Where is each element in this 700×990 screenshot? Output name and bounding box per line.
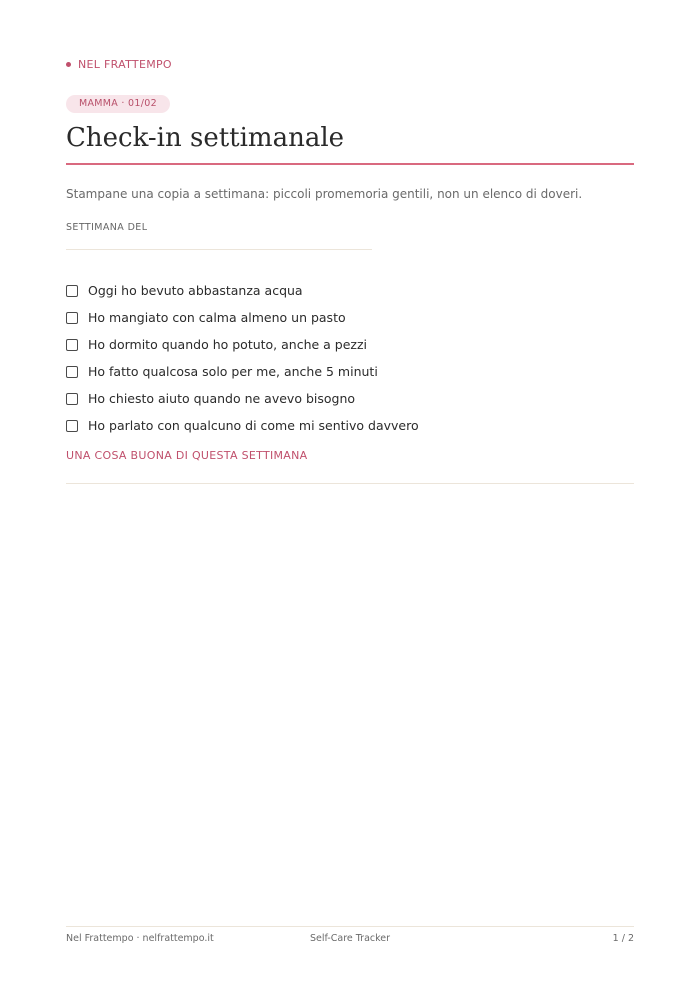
checklist-item-label: Ho dormito quando ho potuto, anche a pezzi [88,337,368,352]
checklist-item[interactable] [66,304,419,331]
footer-divider [66,926,634,927]
checkbox-icon[interactable] [66,312,78,324]
page-number: 1 / 2 [612,933,634,944]
title-divider [66,163,634,165]
checkbox-icon[interactable] [66,420,78,432]
week-write-line[interactable] [66,249,372,250]
checkbox-icon[interactable] [66,339,78,351]
checklist-item[interactable] [66,412,419,439]
checklist-item-label: Ho chiesto aiuto quando ne avevo bisogno [88,391,356,406]
footer-site: Nel Frattempo · nelfrattempo.it [66,933,214,944]
week-label: SETTIMANA DEL [66,222,148,233]
checklist [66,277,419,439]
checklist-item-label: Ho mangiato con calma almeno un pasto [88,310,346,325]
footer-doc-name: Self-Care Tracker [309,933,391,944]
checklist-item-label: Oggi ho bevuto abbastanza acqua [88,283,303,298]
bullet-dot-icon [66,62,71,67]
checkbox-icon[interactable] [66,366,78,378]
checklist-item[interactable] [66,385,419,412]
checkbox-icon[interactable] [66,393,78,405]
checklist-item[interactable] [66,358,419,385]
checklist-item-label: Ho fatto qualcosa solo per me, anche 5 minuti [88,364,378,379]
intro-text: Stampane una copia a settimana: piccoli promemoria gentili, non un elenco di doveri. [66,187,583,201]
checklist-item[interactable] [66,277,419,304]
section-tag: MAMMA · 01/02 [66,95,170,113]
checkbox-icon[interactable] [66,285,78,297]
checklist-item[interactable] [66,331,419,358]
page-title: Check-in settimanale [66,123,345,153]
good-thing-label: UNA COSA BUONA DI QUESTA SETTIMANA [66,449,308,462]
checklist-item-label: Ho parlato con qualcuno di come mi sentivo davvero [88,418,419,433]
tracker-page [66,0,634,990]
good-thing-write-line[interactable] [66,483,634,484]
brand-name: NEL FRATTEMPO [78,58,172,71]
brand-header [66,58,172,71]
